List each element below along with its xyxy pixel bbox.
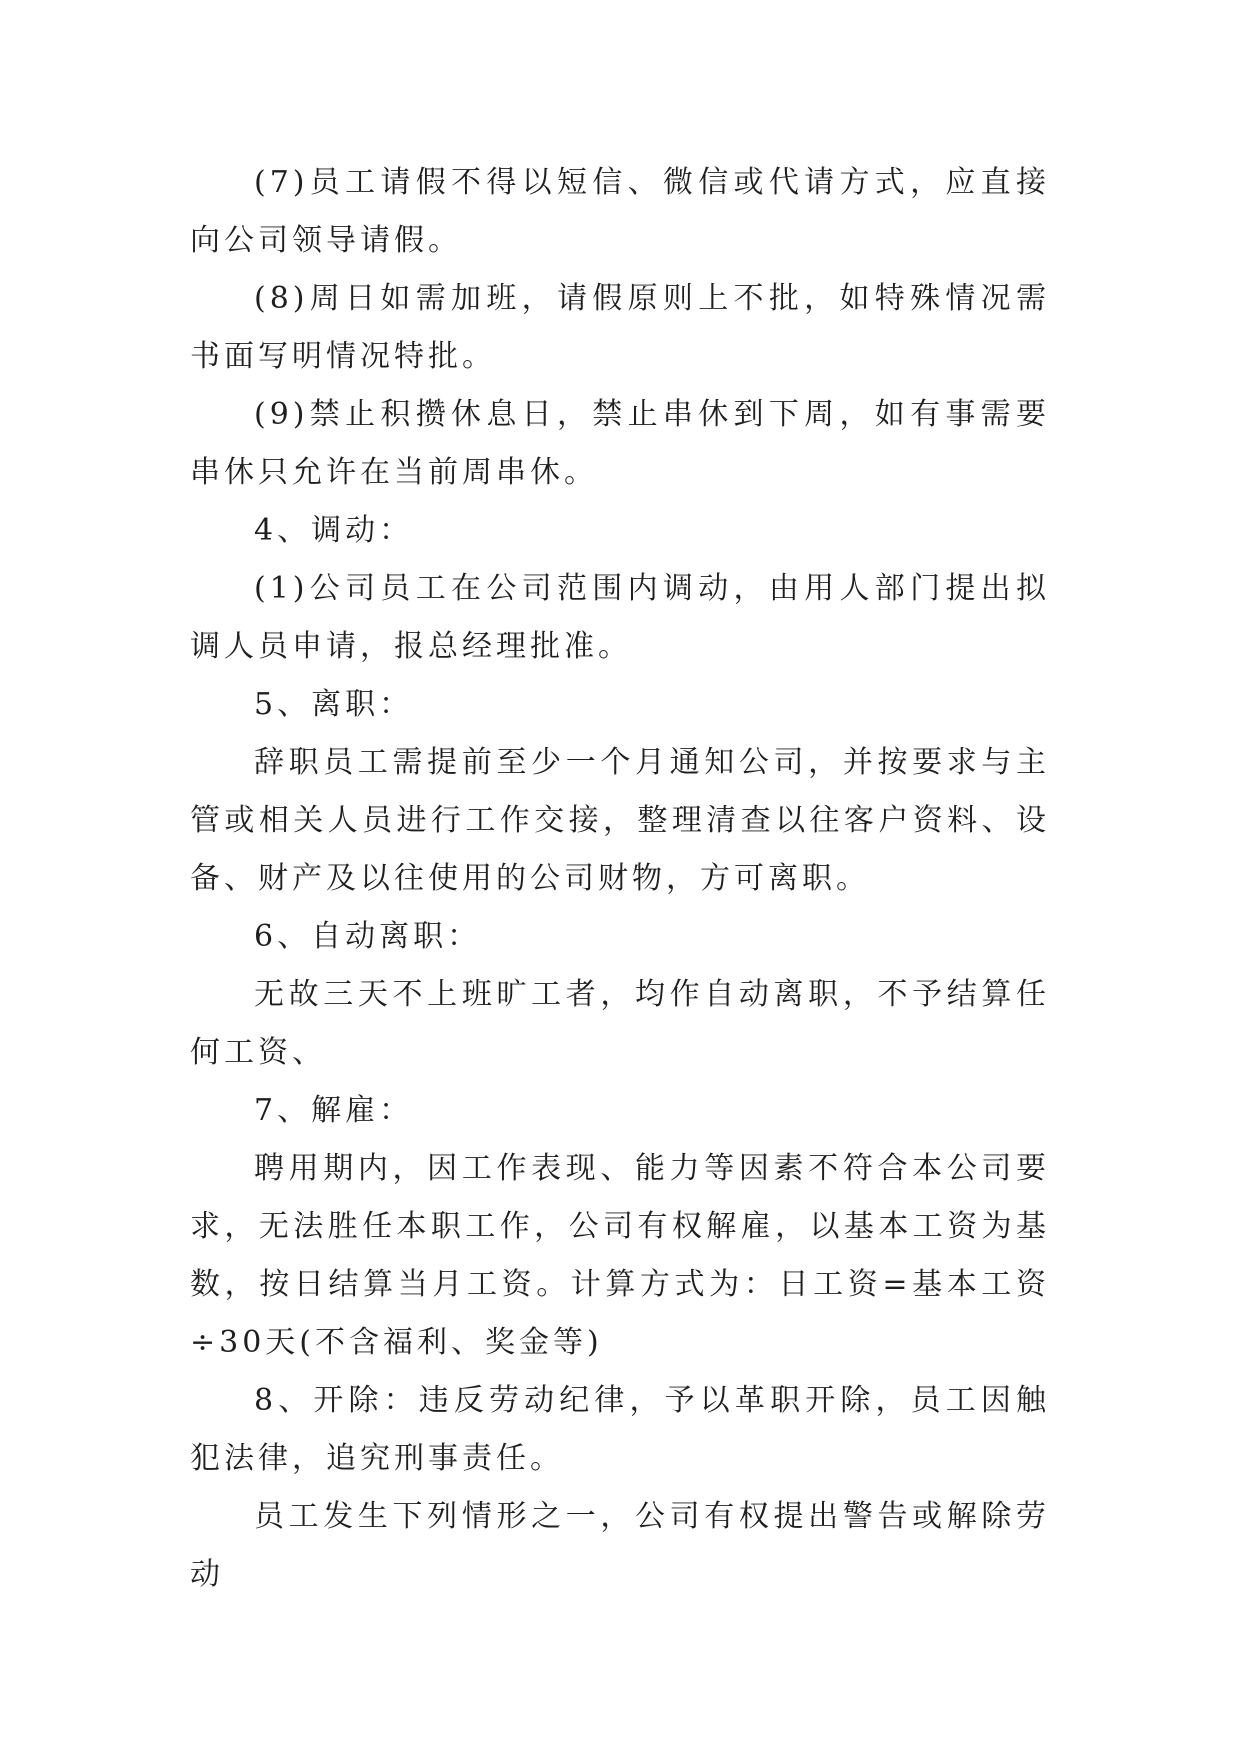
paragraph-expulsion: 8、开除：违反劳动纪律，予以革职开除，员工因触犯法律，追究刑事责任。 <box>190 1383 1050 1476</box>
paragraph-leave-rule-8: (8)周日如需加班，请假原则上不批，如特殊情况需书面写明情况特批。 <box>190 281 1050 374</box>
section-heading-resignation: 5、离职： <box>254 687 414 722</box>
section-heading-transfer: 4、调动： <box>254 513 414 548</box>
paragraph-warning-conditions: 员工发生下列情形之一，公司有权提出警告或解除劳动 <box>190 1499 1050 1592</box>
paragraph-resignation: 辞职员工需提前至少一个月通知公司，并按要求与主管或相关人员进行工作交接，整理清查以往客户资料、设备、财产及以往使用的公司财物，方可离职。 <box>190 745 1050 896</box>
paragraph-leave-rule-9: (9)禁止积攒休息日，禁止串休到下周，如有事需要串休只允许在当前周串休。 <box>190 397 1050 490</box>
paragraph-dismissal: 聘用期内，因工作表现、能力等因素不符合本公司要求，无法胜任本职工作，公司有权解雇，以基本工资为基数，按日结算当月工资。计算方式为：日工资=基本工资÷30天(不含福利、奖金等) <box>190 1151 1050 1360</box>
section-heading-dismissal: 7、解雇： <box>254 1093 414 1128</box>
paragraph-leave-rule-7: (7)员工请假不得以短信、微信或代请方式，应直接向公司领导请假。 <box>190 165 1050 258</box>
document-body <box>190 154 1050 1604</box>
section-heading-automatic-resignation: 6、自动离职： <box>254 919 482 954</box>
paragraph-automatic-resignation: 无故三天不上班旷工者，均作自动离职，不予结算任何工资、 <box>190 977 1050 1070</box>
paragraph-transfer-1: (1)公司员工在公司范围内调动，由用人部门提出拟调人员申请，报总经理批准。 <box>190 571 1050 664</box>
